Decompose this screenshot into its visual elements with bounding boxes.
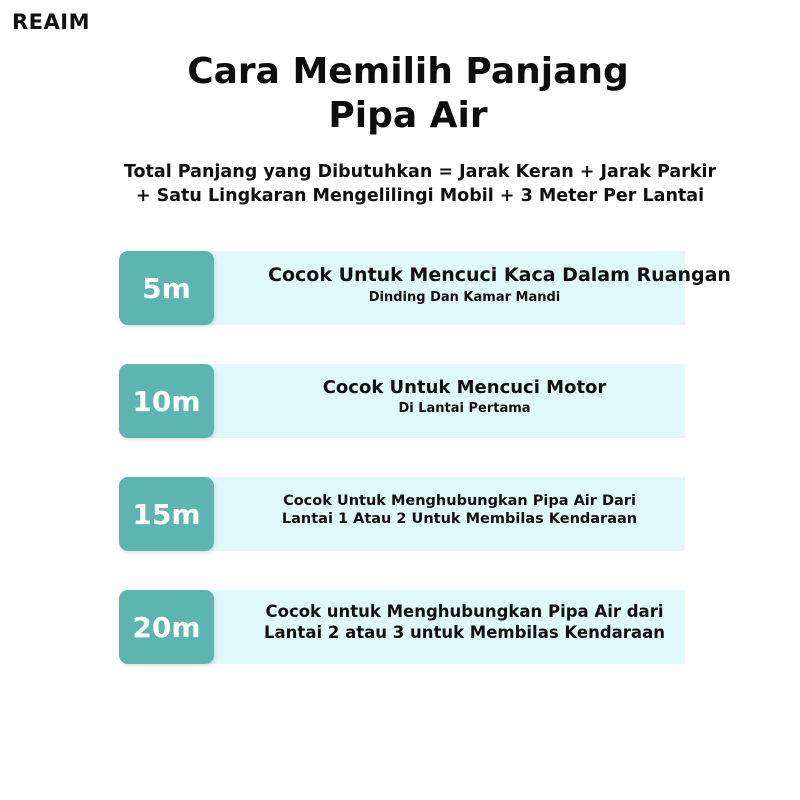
option-description-line-2: Lantai 2 atau 3 untuk Membilas Kendaraan [264, 623, 665, 642]
formula-line-1: Total Panjang yang Dibutuhkan = Jarak Keran + Jarak Parkir [123, 162, 717, 182]
title-line-2: Pipa Air [328, 95, 488, 136]
option-description [244, 364, 685, 438]
length-badge: 15m [119, 477, 214, 551]
option-description-line-2: Di Lantai Pertama [398, 400, 531, 416]
length-badge: 20m [119, 590, 214, 664]
length-formula [60, 160, 780, 208]
length-option-15m [119, 477, 685, 551]
option-description-line-1: Cocok untuk Menghubungkan Pipa Air dari [265, 602, 664, 621]
length-badge: 5m [119, 251, 214, 325]
option-description-line-1: Cocok Untuk Mencuci Kaca Dalam Ruangan [268, 263, 731, 286]
page-title [100, 50, 716, 138]
brand-logo: REAIM [12, 10, 90, 34]
length-option-5m [119, 251, 731, 325]
length-options-list [119, 251, 731, 703]
length-badge: 10m [119, 364, 214, 438]
title-line-1: Cara Memilih Panjang [187, 51, 629, 92]
option-description-line-2: Dinding Dan Kamar Mandi [368, 289, 561, 305]
formula-line-2: + Satu Lingkaran Mengelilingi Mobil + 3 Meter Per Lantai [135, 186, 705, 206]
option-description-line-2: Lantai 1 Atau 2 Untuk Membilas Kendaraan [281, 511, 638, 527]
option-description-line-1: Cocok Untuk Mencuci Motor [322, 376, 607, 398]
option-description [244, 590, 685, 664]
option-description [244, 477, 685, 551]
length-option-20m [119, 590, 685, 664]
length-option-10m [119, 364, 685, 438]
option-description-line-1: Cocok Untuk Menghubungkan Pipa Air Dari [283, 493, 636, 509]
option-description [244, 251, 731, 325]
